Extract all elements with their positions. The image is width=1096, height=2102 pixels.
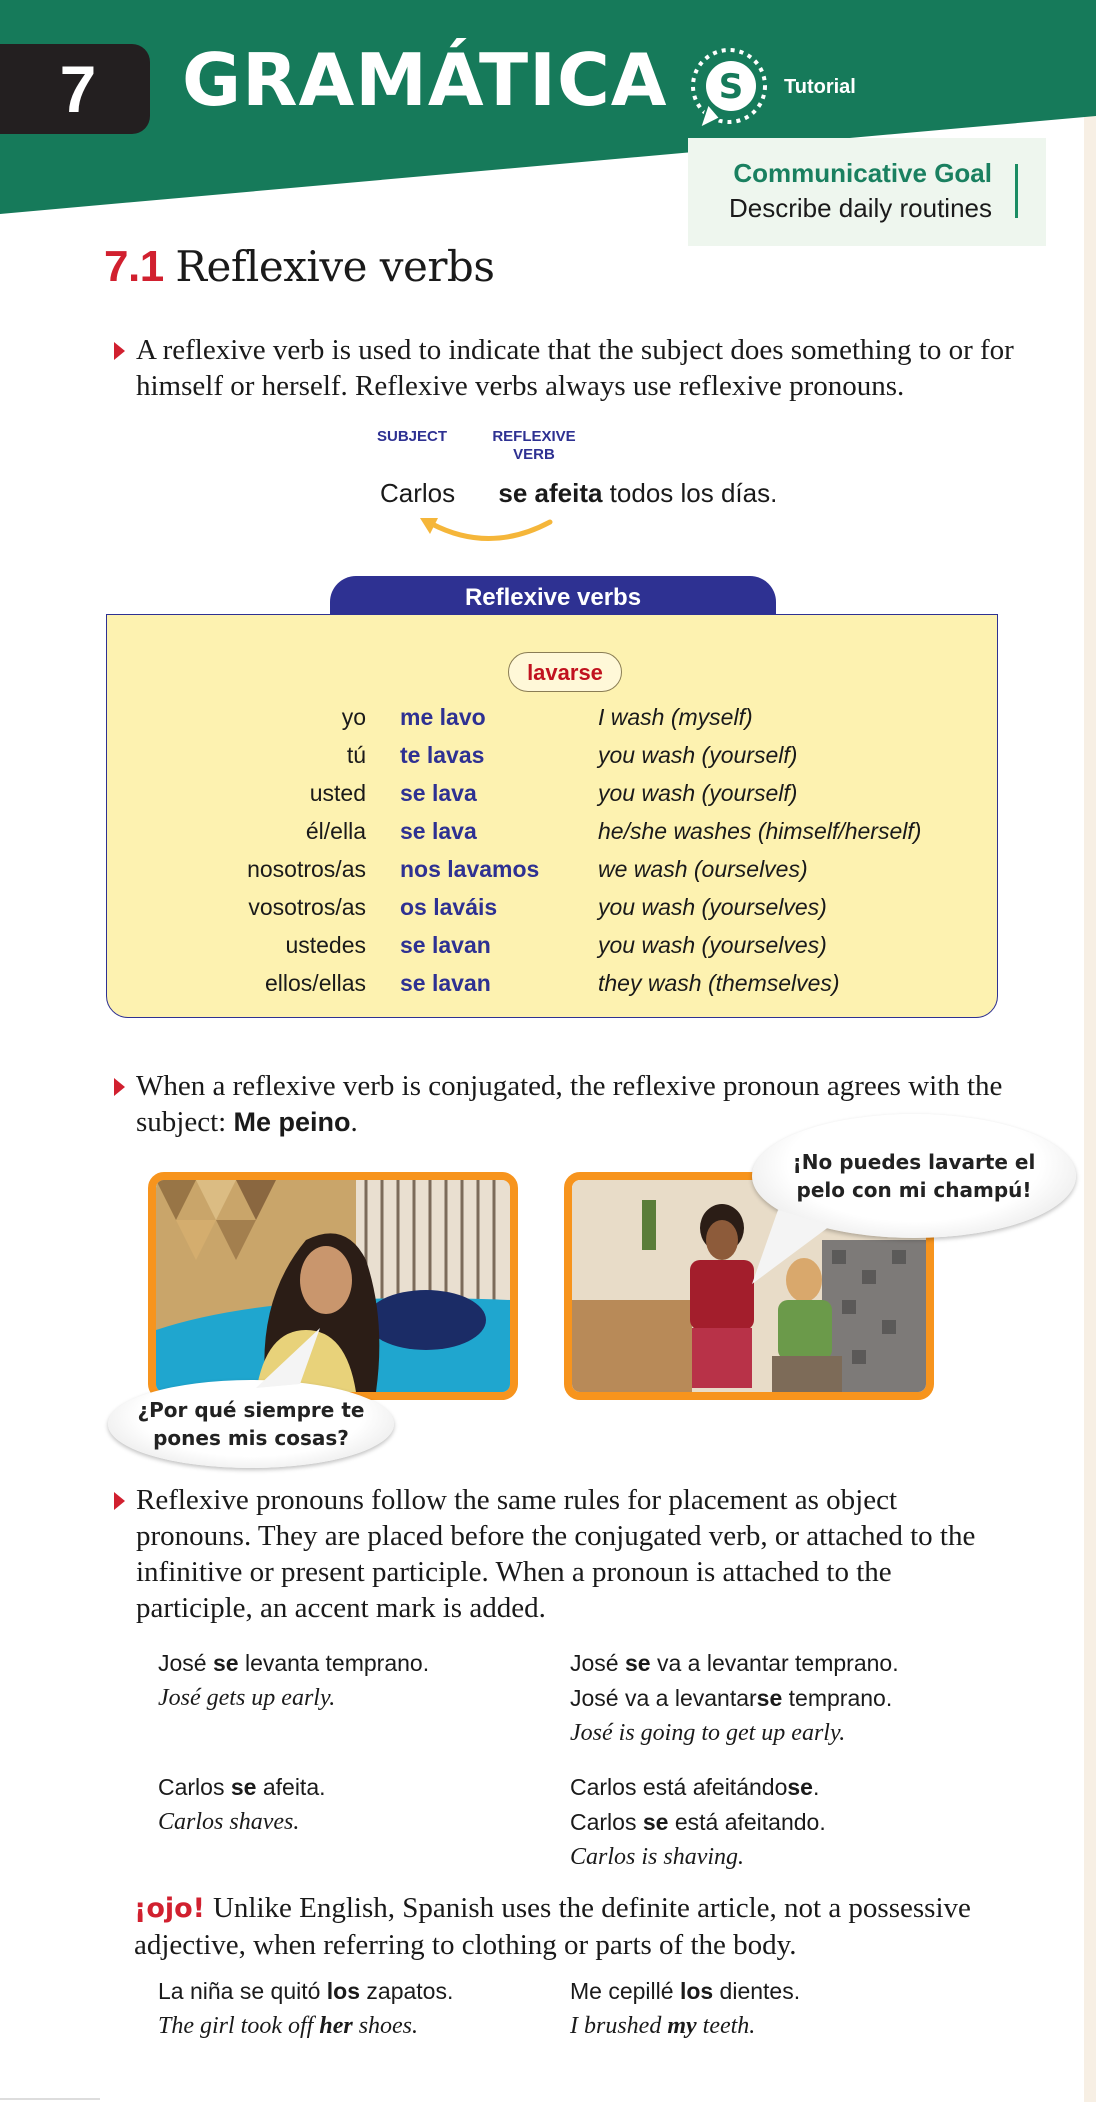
table-row bbox=[0, 812, 1096, 850]
table-verb-pill: lavarse bbox=[508, 652, 622, 692]
row-form: se lavan bbox=[400, 970, 491, 996]
example-english: The girl took off her shoes. bbox=[158, 2013, 419, 2039]
row-form: se lavan bbox=[400, 932, 491, 958]
row-subject: nosotros/as bbox=[247, 856, 366, 882]
ojo-note bbox=[134, 1890, 1034, 1963]
diagram-subject-label: SUBJECT bbox=[376, 428, 447, 445]
example-jose-going-to-get-up bbox=[570, 1646, 899, 1751]
example-english: José gets up early. bbox=[158, 1685, 336, 1711]
ojo-tag: ¡ojo! bbox=[134, 1893, 205, 1924]
tutorial-icon[interactable] bbox=[686, 46, 772, 132]
example-brushed-teeth bbox=[570, 1974, 800, 2044]
row-gloss: we wash (ourselves) bbox=[598, 856, 808, 882]
example-spanish: José se levanta temprano. bbox=[158, 1650, 430, 1676]
row-subject: ellos/ellas bbox=[265, 970, 366, 996]
section-heading bbox=[104, 242, 494, 292]
example-carlos-shaves bbox=[158, 1770, 326, 1840]
bullet-reflexive-definition bbox=[114, 332, 1014, 404]
bullet-triangle-icon bbox=[114, 1492, 125, 1510]
table-row bbox=[0, 698, 1096, 736]
table-row bbox=[0, 774, 1096, 812]
example-spanish-alt: José va a levantarse temprano. bbox=[570, 1685, 893, 1711]
chapter-number-badge bbox=[0, 44, 150, 134]
bullet-text-part: When a reflexive verb is conjugated, the reflexive pronoun agrees with the subject: bbox=[136, 1070, 1003, 1138]
row-form: te lavas bbox=[400, 742, 485, 768]
row-form: se lava bbox=[400, 780, 477, 806]
row-form: me lavo bbox=[400, 704, 486, 730]
example-spanish-alt: Carlos se está afeitando. bbox=[570, 1809, 826, 1835]
bubble-left-line2: pones mis cosas? bbox=[153, 1426, 349, 1450]
row-subject: vosotros/as bbox=[248, 894, 366, 920]
bullet-text: Reflexive pronouns follow the same rules for placement as object pronouns. They are placed before the conjugated verb, or attached to the infinitive or present participle. When a pronoun is attached to the participle, an accent mark is added. bbox=[136, 1484, 976, 1624]
example-spanish: Carlos está afeitándose. bbox=[570, 1774, 820, 1800]
table-row bbox=[0, 850, 1096, 888]
table-row bbox=[0, 736, 1096, 774]
bubble-right-line2: pelo con mi champú! bbox=[796, 1178, 1032, 1202]
diagram-verb: se afeita bbox=[498, 478, 603, 508]
bullet-example-bold: Me peino bbox=[233, 1107, 351, 1137]
ojo-text: Unlike English, Spanish uses the definite article, not a possessive adjective, when referring to clothing or parts of the body. bbox=[134, 1892, 971, 1961]
example-english: José is going to get up early. bbox=[570, 1720, 846, 1746]
example-english: I brushed my teeth. bbox=[570, 2013, 756, 2039]
diagram-sentence bbox=[380, 478, 777, 509]
row-gloss: you wash (yourself) bbox=[598, 742, 798, 768]
diagram-verb-label bbox=[490, 428, 578, 464]
example-spanish: José se va a levantar temprano. bbox=[570, 1650, 899, 1676]
section-title: Reflexive verbs bbox=[175, 242, 495, 291]
row-gloss: I wash (myself) bbox=[598, 704, 753, 730]
chapter-number: 7 bbox=[59, 52, 97, 126]
goal-accent-bar bbox=[1015, 164, 1018, 218]
diagram-verb-label-line2: VERB bbox=[513, 446, 555, 463]
row-gloss: you wash (yourself) bbox=[598, 780, 798, 806]
row-form: os laváis bbox=[400, 894, 498, 920]
example-girl-shoes bbox=[158, 1974, 453, 2044]
row-subject: yo bbox=[341, 704, 366, 730]
chapter-title: GRAMÁTICA bbox=[182, 38, 668, 122]
row-gloss: he/she washes (himself/herself) bbox=[598, 818, 922, 844]
bullet-triangle-icon bbox=[114, 1078, 125, 1096]
example-english: Carlos is shaving. bbox=[570, 1844, 745, 1870]
bullet-text-part: . bbox=[350, 1106, 358, 1138]
section-number: 7.1 bbox=[104, 242, 164, 291]
chapter-header bbox=[0, 0, 1096, 230]
table-row bbox=[0, 888, 1096, 926]
photo-girl-illustration bbox=[156, 1180, 510, 1392]
diagram-rest: todos los días. bbox=[602, 478, 778, 508]
row-form: nos lavamos bbox=[400, 856, 540, 882]
diagram-verb-label-line1: REFLEXIVE bbox=[492, 428, 576, 445]
row-form: se lava bbox=[400, 818, 477, 844]
example-spanish: La niña se quitó los zapatos. bbox=[158, 1978, 454, 2004]
example-jose-gets-up bbox=[158, 1646, 429, 1716]
tutorial-label[interactable]: Tutorial bbox=[784, 76, 856, 98]
speech-bubble-left-tail bbox=[236, 1324, 326, 1394]
row-gloss: they wash (themselves) bbox=[598, 970, 840, 996]
row-subject: ustedes bbox=[285, 932, 366, 958]
photo-girl-on-bed bbox=[148, 1172, 518, 1400]
row-gloss: you wash (yourselves) bbox=[598, 894, 827, 920]
goal-text: Describe daily routines bbox=[728, 193, 992, 223]
goal-title: Communicative Goal bbox=[733, 158, 992, 188]
row-subject: usted bbox=[309, 780, 366, 806]
example-english: Carlos shaves. bbox=[158, 1809, 300, 1835]
bullet-pronoun-placement bbox=[114, 1482, 1014, 1626]
example-carlos-shaving bbox=[570, 1770, 826, 1875]
example-spanish: Carlos se afeita. bbox=[158, 1774, 326, 1800]
svg-text:S: S bbox=[718, 67, 744, 107]
communicative-goal-box bbox=[688, 138, 1046, 246]
table-title: Reflexive verbs bbox=[330, 576, 776, 616]
example-spanish: Me cepillé los dientes. bbox=[570, 1978, 801, 2004]
bullet-triangle-icon bbox=[114, 342, 125, 360]
diagram-subject: Carlos bbox=[380, 478, 456, 508]
row-gloss: you wash (yourselves) bbox=[598, 932, 827, 958]
diagram-arrow-icon bbox=[410, 510, 560, 550]
row-subject: él/ella bbox=[305, 818, 366, 844]
table-row bbox=[0, 964, 1096, 1002]
row-subject: tú bbox=[346, 742, 366, 768]
table-row bbox=[0, 926, 1096, 964]
page-edge-strip bbox=[1084, 0, 1096, 2102]
speech-bubble-right-tail bbox=[748, 1200, 838, 1290]
bullet-text: A reflexive verb is used to indicate that the subject does something to or for himself or herself. Reflexive verbs always use reflexive pronouns. bbox=[136, 334, 1014, 402]
bubble-left-line1: ¿Por qué siempre te bbox=[137, 1398, 365, 1422]
bubble-right-line1: ¡No puedes lavarte el bbox=[792, 1150, 1036, 1174]
page-bottom-rule bbox=[0, 2098, 100, 2100]
